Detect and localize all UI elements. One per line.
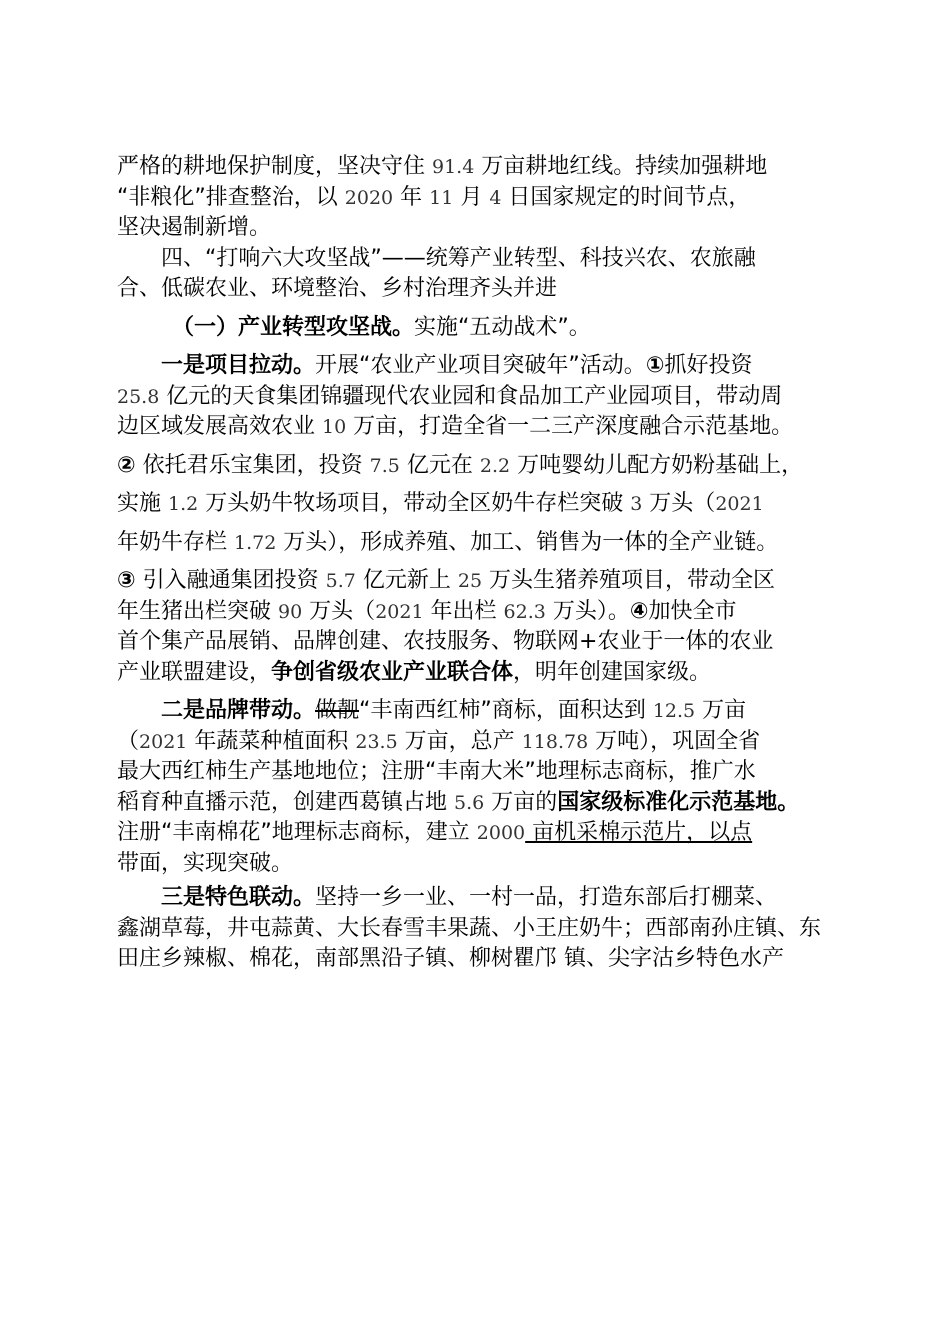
text-line xyxy=(117,883,852,914)
text-span: “非粮化”排查整治，以 xyxy=(117,184,345,210)
text-span: 严格的耕地保护制度，坚决守住 xyxy=(117,154,432,179)
text-span: 万头（ xyxy=(642,491,716,516)
text-span: 产业联盟建设， xyxy=(117,659,272,685)
number: 91.4 xyxy=(432,156,475,178)
text-line xyxy=(117,788,852,819)
text-span: 带面，实现突破。 xyxy=(117,850,294,876)
number: 62.3 xyxy=(503,600,546,623)
text-line xyxy=(117,727,852,758)
text-span: 年蔬菜种植面积 xyxy=(187,728,356,754)
text-span: 万亩，总产 xyxy=(397,728,522,754)
number: 25 xyxy=(457,570,483,592)
section-heading xyxy=(117,244,852,275)
text-line xyxy=(117,566,852,597)
text-span: 实施 xyxy=(117,491,168,516)
text-span: 实施“五动战术”。 xyxy=(414,314,591,340)
number: 11 xyxy=(429,186,454,209)
number: 12.5 xyxy=(652,700,696,722)
document-body xyxy=(117,152,852,975)
text-span: “丰南西红柿”商标，面积达到 xyxy=(359,698,653,723)
text-span: 依托君乐宝集团，投资 xyxy=(135,452,370,478)
underlined-text: 亩机采棉示范片，以点 xyxy=(525,820,753,845)
bold-text: ② xyxy=(117,452,136,478)
text-span: 坚决遏制新增。 xyxy=(117,215,272,240)
text-span: 稻育种直播示范，创建西葛镇占地 xyxy=(117,789,454,815)
text-line xyxy=(117,351,852,382)
text-line xyxy=(117,412,852,443)
text-span: 年出栏 xyxy=(423,598,504,624)
text-span: 坚持一乡一业、一村一品，打造东部后打棚菜、 xyxy=(315,885,778,910)
text-span: 合、低碳农业、环境整治、乡村治理齐头并进 xyxy=(117,276,558,301)
text-span: 亿元的天食集团锦疆现代农业园和食品加工产业园项目，带动周 xyxy=(159,383,783,409)
text-line xyxy=(117,627,852,658)
text-span: 万头（ xyxy=(302,598,376,624)
text-line xyxy=(117,849,852,880)
text-span: 万亩，打造全省一二三产深度融合示范基地。 xyxy=(346,414,794,439)
text-line xyxy=(117,183,852,214)
bold-text: ③ xyxy=(117,568,136,593)
text-span: 开展“农业产业项目突破年”活动。 xyxy=(315,353,646,378)
text-line xyxy=(117,658,852,689)
bold-text: 国家级标准化示范基地。 xyxy=(557,789,800,815)
text-line xyxy=(117,382,852,413)
number: 1.72 xyxy=(234,531,277,554)
text-span: 年生猪出栏突破 xyxy=(117,598,278,624)
bold-text: （一）产业转型攻坚战。 xyxy=(172,314,415,340)
text-line xyxy=(117,489,852,520)
subsection-heading xyxy=(117,313,852,344)
number: 23.5 xyxy=(355,730,398,753)
number: 4 xyxy=(489,186,502,209)
text-span: 亿元新上 xyxy=(355,568,458,593)
text-span: 田庄乡辣椒、棉花，南部黑沿子镇、柳树瞿邝 镇、尖字沽乡特色水产 xyxy=(117,946,784,971)
text-span: 万头），形成养殖、加工、销售为一体的全产业链。 xyxy=(276,529,779,555)
number: 2020 xyxy=(344,186,394,209)
bold-text: ① xyxy=(645,353,665,378)
text-line xyxy=(117,914,852,945)
text-line xyxy=(117,944,852,975)
text-span: 四、“打响六大攻坚战”——统筹产业转型、科技兴农、农旅融 xyxy=(161,245,756,271)
text-span: 注册“丰南棉花”地理标志商标，建立 xyxy=(117,820,477,845)
text-line xyxy=(117,818,852,849)
bold-text: 一是项目拉动。 xyxy=(161,353,316,378)
text-span: ，明年创建国家级。 xyxy=(513,659,712,685)
number: 118.78 xyxy=(521,730,589,753)
number: 90 xyxy=(278,600,303,623)
text-span: 边区域发展高效农业 xyxy=(117,414,322,439)
text-line xyxy=(117,213,852,244)
number: 3 xyxy=(630,493,643,515)
text-span: 万头生猪养殖项目，带动全区 xyxy=(482,568,776,593)
number: 2021 xyxy=(139,730,188,753)
text-span: 日国家规定的时间节点， xyxy=(501,184,751,210)
number: 2.2 xyxy=(479,454,511,477)
text-span: 年奶牛存栏 xyxy=(117,529,234,555)
text-span: 亿元在 xyxy=(399,452,480,478)
number: 1.2 xyxy=(168,493,199,515)
bold-text: ④ xyxy=(629,598,649,624)
text-span: 月 xyxy=(453,184,490,210)
text-line xyxy=(117,274,852,305)
text-span: 万亩的 xyxy=(484,789,558,815)
bold-text: 争创省级农业产业联合体 xyxy=(271,659,514,685)
text-line xyxy=(117,757,852,788)
text-span: 加快全市 xyxy=(648,598,737,624)
bold-text: 三是特色联动。 xyxy=(161,885,316,910)
text-span: 万头）。 xyxy=(545,598,630,624)
number: 10 xyxy=(322,416,347,438)
number: 5.7 xyxy=(325,570,356,592)
text-span: 首个集产品展销、品牌创建、农技服务、物联网+农业于一体的农业 xyxy=(117,629,774,654)
text-line xyxy=(117,528,852,559)
text-span: 万头奶牛牧场项目，带动全区奶牛存栏突破 xyxy=(198,491,631,516)
number: 7.5 xyxy=(369,454,400,477)
number: 2021 xyxy=(375,600,424,623)
number: 2021 xyxy=(715,493,764,515)
number: 25.8 xyxy=(117,385,160,408)
text-span: 年 xyxy=(393,184,430,210)
number: 2000 xyxy=(476,822,526,844)
text-span: 万吨婴幼儿配方奶粉基础上， xyxy=(510,452,804,478)
number: 5.6 xyxy=(454,791,485,814)
text-span: 抓好投资 xyxy=(664,353,753,378)
text-line xyxy=(117,597,852,628)
text-line xyxy=(117,696,852,727)
text-span: 最大西红柿生产基地地位；注册“丰南大米”地理标志商标，推广水 xyxy=(117,759,756,784)
bold-text: 二是品牌带动。 xyxy=(161,698,316,723)
text-span: 万吨），巩固全省 xyxy=(588,728,761,754)
text-span: （ xyxy=(117,728,140,754)
text-span: 万亩 xyxy=(695,698,747,723)
struck-text: 做靓 xyxy=(315,698,360,723)
text-span: 万亩耕地红线。持续加强耕地 xyxy=(474,154,768,179)
text-span: 鑫湖草莓，井屯蒜黄、大长春雪丰果蔬、小王庄奶牛；西部南孙庄镇、东 xyxy=(117,915,822,941)
text-line xyxy=(117,152,852,183)
text-span: 引入融通集团投资 xyxy=(135,568,326,593)
text-line xyxy=(117,451,852,482)
